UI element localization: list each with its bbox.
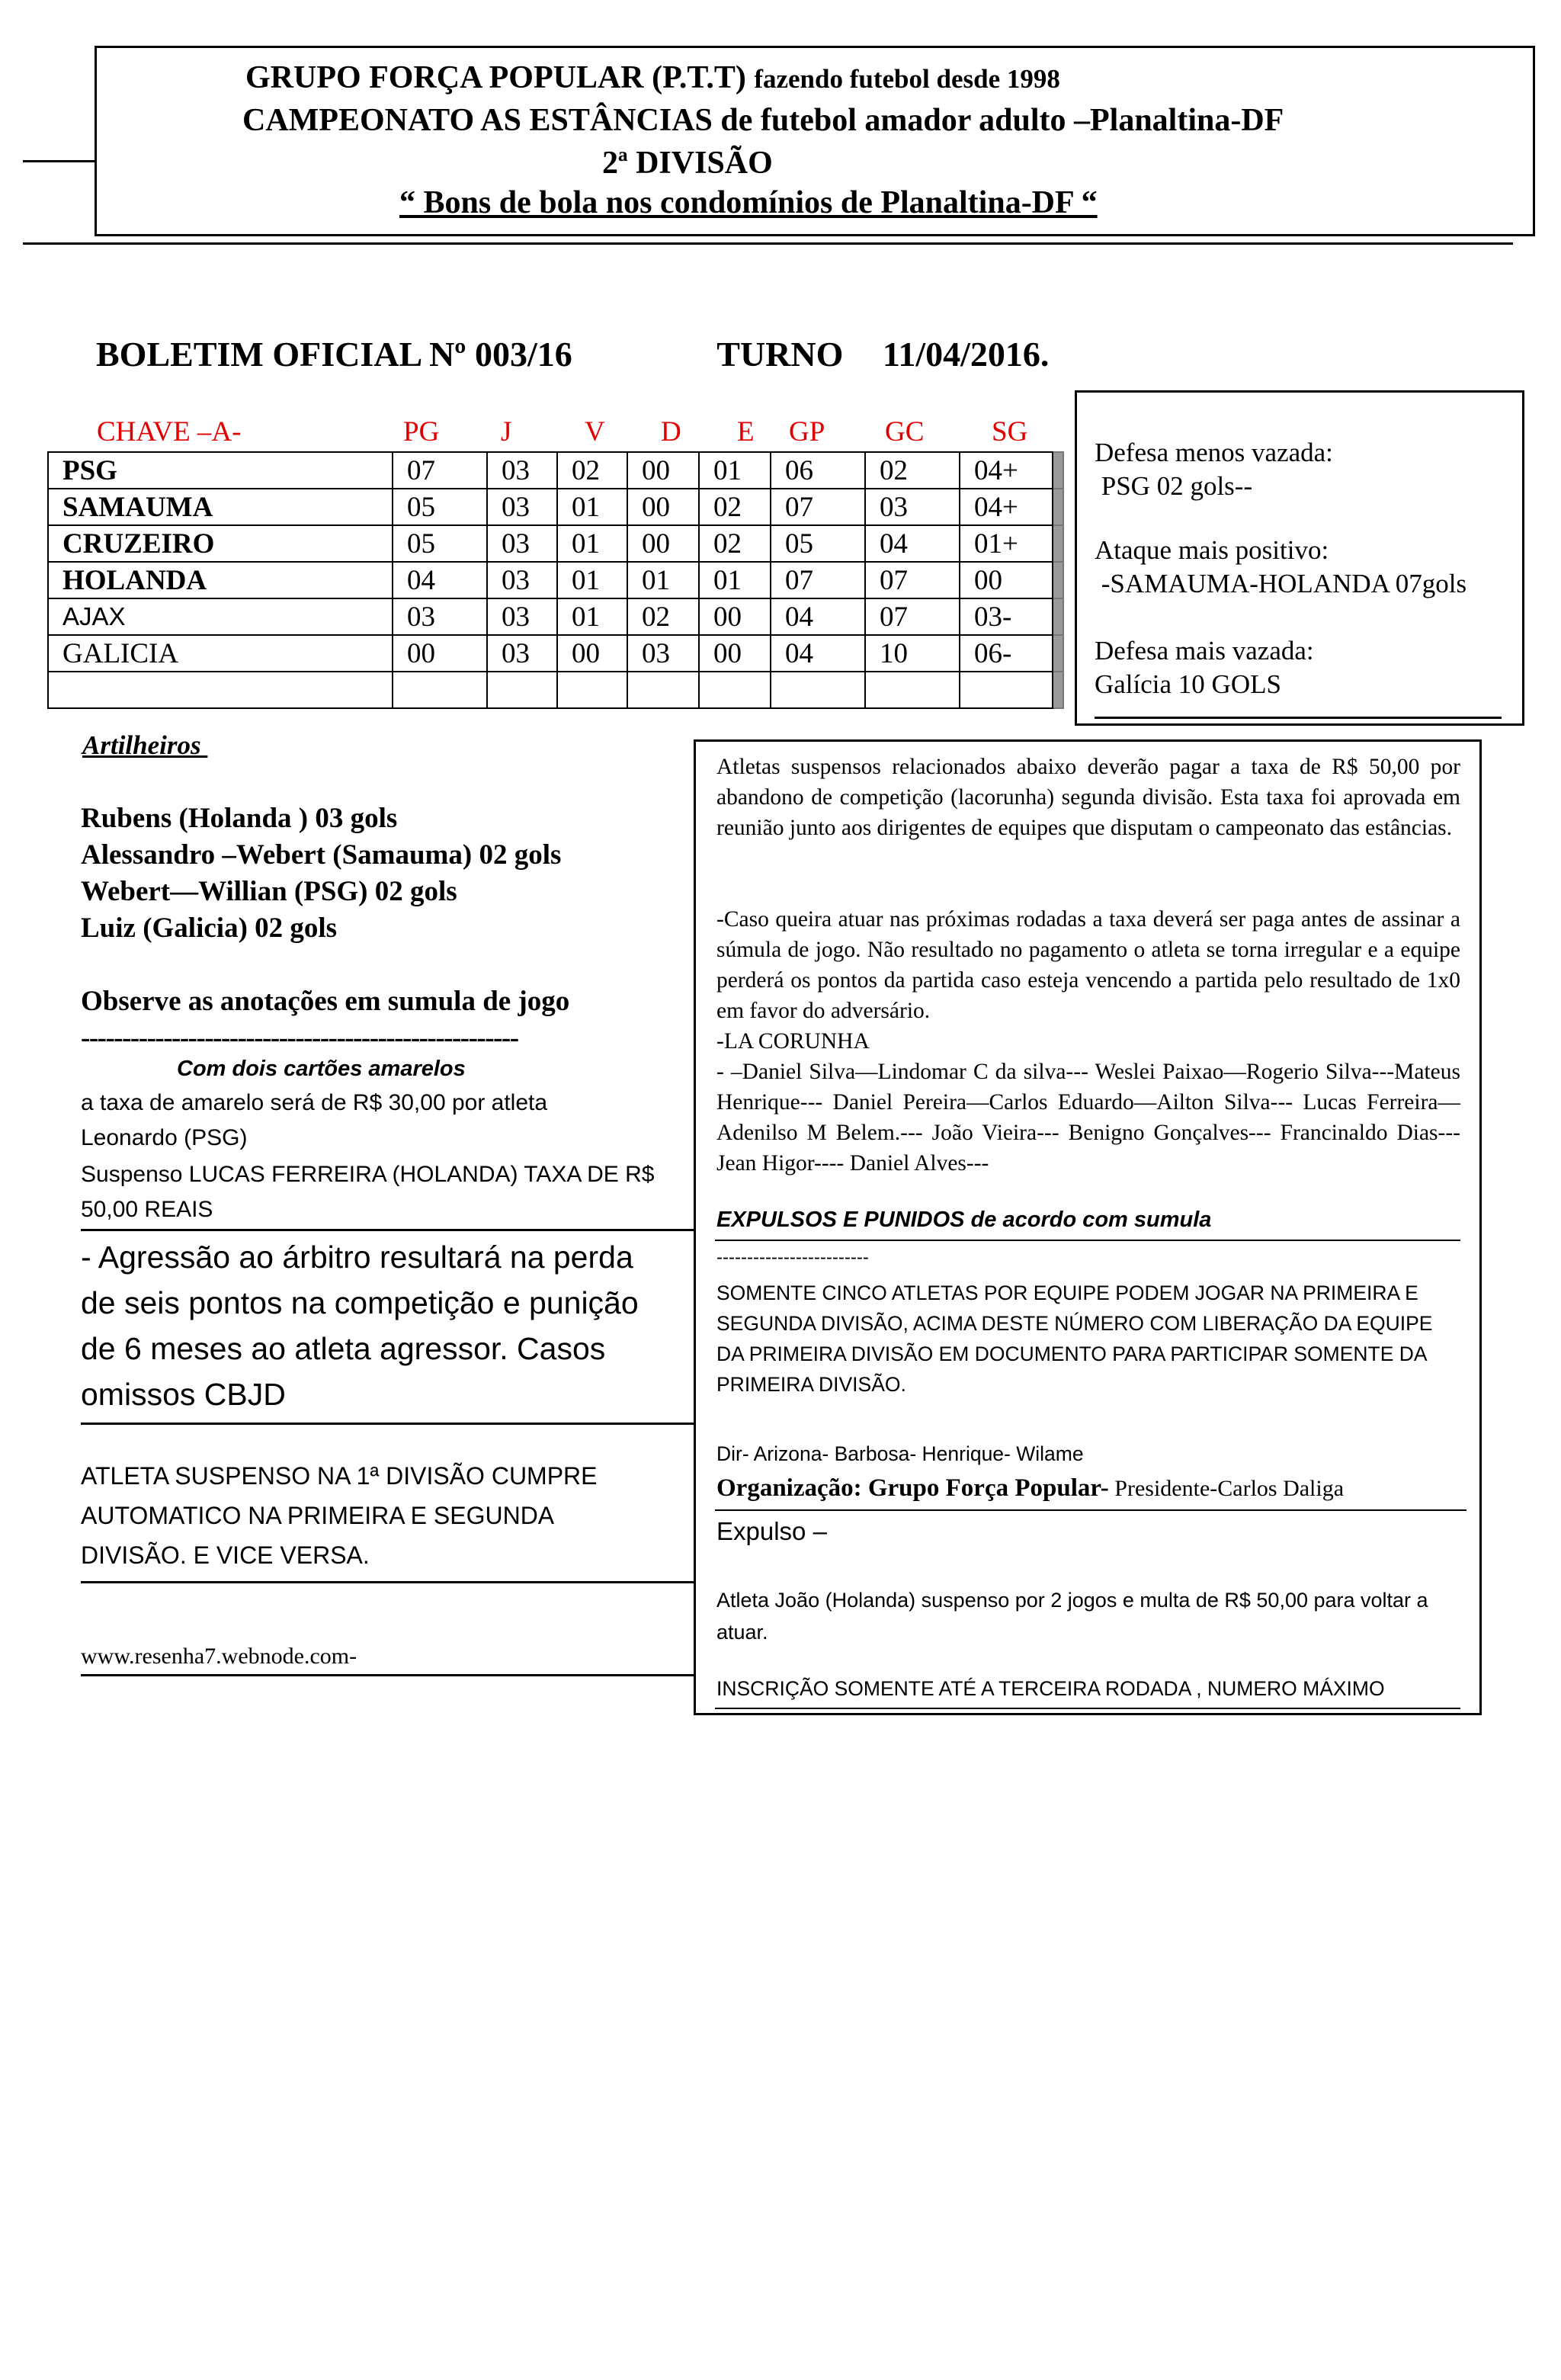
divider (81, 1423, 695, 1425)
divider (715, 1509, 1466, 1511)
header-slogan: “ Bons de bola nos condomínios de Planaltina-DF “ (399, 185, 1098, 220)
cell: 02 (865, 452, 960, 489)
header-left-rule (23, 160, 96, 162)
organization-line (716, 1474, 1344, 1503)
cell: 03- (960, 598, 1053, 635)
yellow-player: Leonardo (PSG) (81, 1125, 248, 1150)
scorer-item: Alessandro –Webert (Samauma) 02 gols (81, 839, 562, 871)
grey-marker (1053, 489, 1063, 525)
divider (715, 1708, 1460, 1709)
header-division: 2ª DIVISÃO (602, 146, 773, 181)
cell: 03 (393, 598, 487, 635)
cell: 07 (865, 598, 960, 635)
header-bottom-rule (23, 242, 1513, 245)
empty-cell (699, 672, 771, 708)
header-line-1 (245, 59, 1060, 96)
aggression-line-2: de seis pontos na competição e punição (81, 1285, 639, 1320)
cell: 00 (960, 562, 1053, 598)
cell: 07 (771, 562, 865, 598)
cell: 00 (627, 489, 699, 525)
table-row (48, 452, 1063, 489)
cell: 03 (487, 452, 557, 489)
organization-label: Organização: Grupo Força Popular- (716, 1474, 1109, 1502)
scorers-title: Artilheiros (82, 730, 208, 760)
empty-cell (865, 672, 960, 708)
organization-president: Presidente-Carlos Daliga (1108, 1476, 1345, 1501)
scorer-item: Luiz (Galicia) 02 gols (81, 913, 338, 944)
stats-underline (1095, 717, 1502, 719)
team-name: AJAX (48, 598, 393, 635)
cell: 00 (627, 452, 699, 489)
bulletin-turno: TURNO (716, 335, 844, 374)
team-name: SAMAUMA (48, 489, 393, 525)
cell: 04 (771, 598, 865, 635)
cell: 06 (771, 452, 865, 489)
table-row (48, 598, 1063, 635)
empty-cell (960, 672, 1053, 708)
header-org-tagline: fazendo futebol desde 1998 (754, 64, 1060, 94)
col-header: PG (403, 415, 440, 447)
divider (81, 1229, 695, 1231)
best-attack-label: Ataque mais positivo: (1095, 535, 1329, 565)
scorer-item: Webert—Willian (PSG) 02 gols (81, 876, 457, 907)
col-header: V (585, 415, 605, 447)
yellow-fee: a taxa de amarelo será de R$ 30,00 por atleta (81, 1090, 548, 1115)
empty-cell (48, 672, 393, 708)
table-row-empty (48, 672, 1063, 708)
corunha-list: - –Daniel Silva—Lindomar C da silva--- Weslei Paixao—Rogerio Silva---Mateus Henrique--- Daniel Pereira—Carlos Eduardo—Ailton Silva--- Lucas Ferreira—Adenilso M Belem.--- João Vieira--- Benigno Gonçalves--- Francinaldo Dias--- Jean Higor---- Daniel Alves--- (716, 1060, 1460, 1176)
cell: 03 (487, 635, 557, 672)
best-attack-value: -SAMAUMA-HOLANDA 07gols (1095, 569, 1467, 598)
empty-cell (771, 672, 865, 708)
cell: 01 (557, 525, 627, 562)
cell: 02 (557, 452, 627, 489)
cell: 04 (771, 635, 865, 672)
aggression-line-4: omissos CBJD (81, 1377, 286, 1412)
observe-note: Observe as anotações em sumula de jogo (81, 986, 570, 1017)
play-paragraph: -Caso queira atuar nas próximas rodadas a taxa deverá ser paga antes de assinar a súmula de jogo. Não resultado no pagamento o atleta se torna irregular e a equipe perderá os pontos da partida caso esteja vencendo a partida pelo resultado de 1x0 em favor do adversário. (716, 907, 1460, 1023)
col-header: J (501, 415, 512, 447)
col-header: E (737, 415, 755, 447)
expelled-text: Atleta João (Holanda) suspenso por 2 jogos e multa de R$ 50,00 para voltar a atuar. (716, 1589, 1428, 1644)
rules-dashes: ------------------------- (716, 1247, 869, 1268)
cell: 03 (487, 598, 557, 635)
expelled-heading: Expulso – (716, 1517, 827, 1545)
cell: 03 (865, 489, 960, 525)
table-row (48, 635, 1063, 672)
worst-defense-value: Galícia 10 GOLS (1095, 669, 1281, 699)
suspended-line-2: 50,00 REAIS (81, 1197, 213, 1222)
table-row (48, 525, 1063, 562)
cell: 04 (393, 562, 487, 598)
divider (81, 1581, 695, 1583)
first-div-line-3: DIVISÃO. E VICE VERSA. (81, 1541, 370, 1569)
col-header: GC (885, 415, 925, 447)
team-name: HOLANDA (48, 562, 393, 598)
cell: 02 (627, 598, 699, 635)
cell: 00 (627, 525, 699, 562)
table-row (48, 489, 1063, 525)
cell: 10 (865, 635, 960, 672)
empty-cell (557, 672, 627, 708)
cell: 01+ (960, 525, 1053, 562)
empty-cell (393, 672, 487, 708)
cell: 03 (487, 489, 557, 525)
cell: 02 (699, 489, 771, 525)
expelled-title: EXPULSOS E PUNIDOS de acordo com sumula (716, 1208, 1212, 1232)
empty-cell (627, 672, 699, 708)
cell: 00 (699, 598, 771, 635)
team-name: PSG (48, 452, 393, 489)
cell: 07 (393, 452, 487, 489)
best-defense-label: Defesa menos vazada: (1095, 438, 1333, 467)
header-championship: CAMPEONATO AS ESTÂNCIAS de futebol amador adulto –Planaltina-DF (242, 103, 1284, 138)
cell: 02 (699, 525, 771, 562)
cell: 01 (557, 598, 627, 635)
suspended-line-1: Suspenso LUCAS FERREIRA (HOLANDA) TAXA DE R$ (81, 1162, 655, 1187)
directors: Dir- Arizona- Barbosa- Henrique- Wilame (716, 1442, 1084, 1465)
cell: 00 (557, 635, 627, 672)
scorer-item: Rubens (Holanda ) 03 gols (81, 803, 398, 834)
col-header: SG (992, 415, 1028, 447)
header-org-name: GRUPO FORÇA POPULAR (P.T.T) (245, 60, 746, 95)
cell: 04 (865, 525, 960, 562)
col-header: GP (789, 415, 825, 447)
table-row (48, 562, 1063, 598)
aggression-line-1: - Agressão ao árbitro resultará na perda (81, 1240, 633, 1275)
bulletin-date: 11/04/2016. (882, 335, 1050, 374)
bulletin-title-row (96, 334, 1049, 374)
grey-marker (1053, 672, 1063, 708)
observe-dashes: ----------------------------------------------------- (81, 1022, 518, 1054)
cell: 01 (699, 562, 771, 598)
corunha-title: -LA CORUNHA (716, 1029, 870, 1054)
bulletin-number: BOLETIM OFICIAL Nº 003/16 (96, 335, 572, 374)
cell: 04+ (960, 452, 1053, 489)
col-header: D (661, 415, 681, 447)
grey-marker (1053, 635, 1063, 672)
cell: 01 (627, 562, 699, 598)
cell: 05 (393, 489, 487, 525)
five-athletes-rule: SOMENTE CINCO ATLETAS POR EQUIPE PODEM JOGAR NA PRIMEIRA E SEGUNDA DIVISÃO, ACIMA DESTE NÚMERO COM LIBERAÇÃO DA EQUIPE DA PRIMEIRA DIVISÃO EM DOCUMENTO PARA PARTICIPAR SOMENTE DA PRIMEIRA DIVISÃO. (716, 1281, 1433, 1396)
worst-defense-label: Defesa mais vazada: (1095, 636, 1314, 666)
grey-marker (1053, 452, 1063, 489)
divider (81, 1674, 695, 1676)
grey-marker (1053, 525, 1063, 562)
cell: 04+ (960, 489, 1053, 525)
fee-paragraph: Atletas suspensos relacionados abaixo deverão pagar a taxa de R$ 50,00 por abandono de competição (lacorunha) segunda divisão. Esta taxa foi aprovada em reunião junto aos dirigentes de equipes que disputam o campeonato das estâncias. (716, 755, 1460, 840)
yellow-cards-title: Com dois cartões amarelos (177, 1057, 466, 1081)
cell: 00 (699, 635, 771, 672)
cell: 07 (865, 562, 960, 598)
standings-header-row (48, 412, 1063, 452)
cell: 01 (557, 562, 627, 598)
cell: 07 (771, 489, 865, 525)
cell: 03 (487, 525, 557, 562)
empty-cell (487, 672, 557, 708)
cell: 05 (393, 525, 487, 562)
registration-note: INSCRIÇÃO SOMENTE ATÉ A TERCEIRA RODADA , NUMERO MÁXIMO (716, 1677, 1385, 1700)
cell: 01 (557, 489, 627, 525)
first-div-line-2: AUTOMATICO NA PRIMEIRA E SEGUNDA (81, 1502, 555, 1529)
aggression-line-3: de 6 meses ao atleta agressor. Casos (81, 1331, 606, 1366)
cell: 01 (699, 452, 771, 489)
group-label: CHAVE –A- (97, 415, 242, 447)
grey-marker (1053, 562, 1063, 598)
standings-table (47, 412, 1064, 709)
website-link[interactable]: www.resenha7.webnode.com- (81, 1644, 357, 1669)
first-div-line-1: ATLETA SUSPENSO NA 1ª DIVISÃO CUMPRE (81, 1462, 598, 1490)
cell: 06- (960, 635, 1053, 672)
team-name: GALICIA (48, 635, 393, 672)
divider (715, 1240, 1460, 1241)
cell: 03 (627, 635, 699, 672)
team-name: CRUZEIRO (48, 525, 393, 562)
best-defense-value: PSG 02 gols-- (1095, 471, 1253, 501)
grey-marker (1053, 598, 1063, 635)
cell: 05 (771, 525, 865, 562)
cell: 00 (393, 635, 487, 672)
cell: 03 (487, 562, 557, 598)
